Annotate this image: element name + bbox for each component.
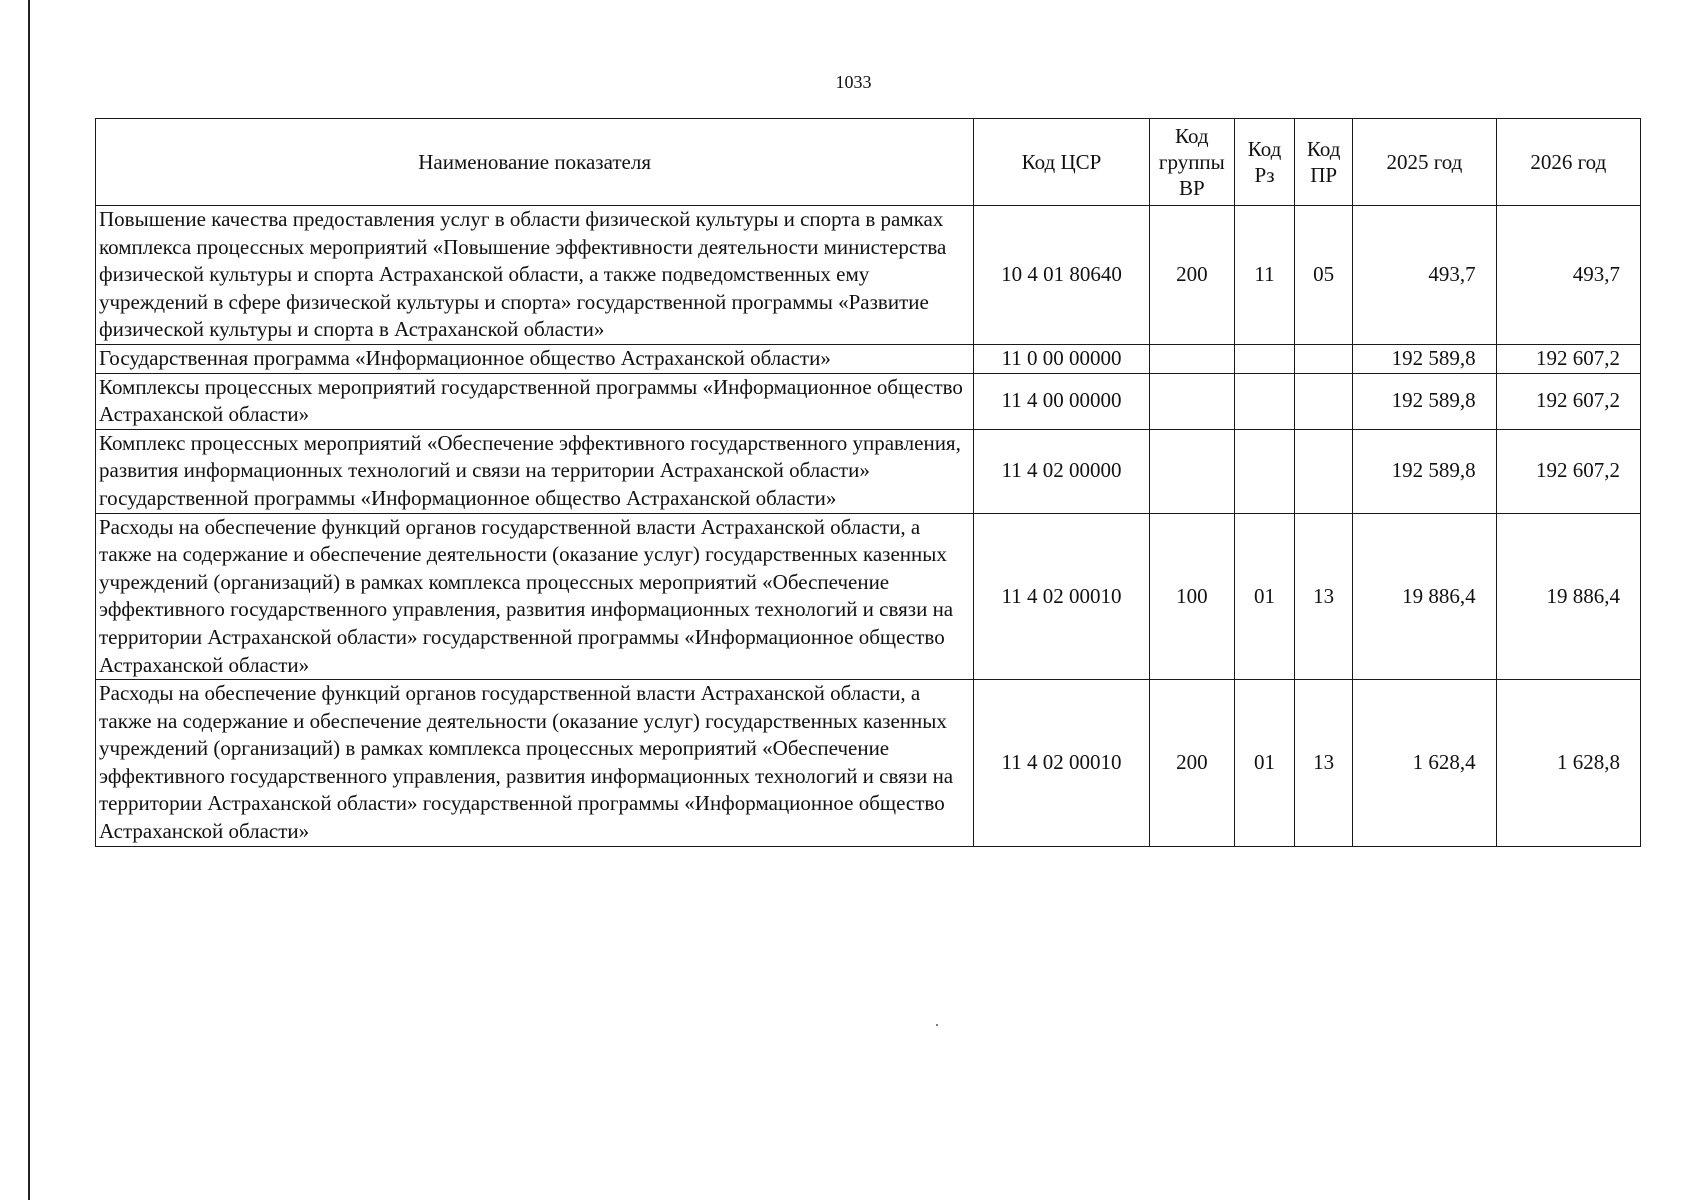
row-2025: 19 886,4 — [1353, 513, 1496, 680]
row-2025: 192 589,8 — [1353, 344, 1496, 373]
row-pr: 13 — [1295, 680, 1353, 847]
row-2026: 192 607,2 — [1496, 373, 1640, 429]
header-2025: 2025 год — [1353, 119, 1496, 206]
header-vr: Код группы ВР — [1149, 119, 1234, 206]
row-csr: 10 4 01 80640 — [974, 206, 1149, 345]
row-rz: 01 — [1234, 680, 1294, 847]
row-vr: 200 — [1149, 680, 1234, 847]
row-vr: 200 — [1149, 206, 1234, 345]
table-row — [96, 513, 1641, 680]
row-rz: 11 — [1234, 206, 1294, 345]
row-name: Повышение качества предоставления услуг в области физической культуры и спорта в рамках комплекса процессных мероприятий «Повышение эффективности деятельности министерства физической культуры и спорта Астраханской области, а также подведомственных ему учреждений в сфере физической культуры и спорта» государственной программы «Развитие физической культуры и спорта в Астраханской области» — [96, 206, 974, 345]
row-vr: 100 — [1149, 513, 1234, 680]
table-row — [96, 680, 1641, 847]
row-name: Государственная программа «Информационное общество Астраханской области» — [96, 344, 974, 373]
table-row — [96, 429, 1641, 513]
header-pr: Код ПР — [1295, 119, 1353, 206]
row-2026: 192 607,2 — [1496, 344, 1640, 373]
row-pr — [1295, 344, 1353, 373]
header-rz: Код Рз — [1234, 119, 1294, 206]
scan-speck — [936, 1024, 938, 1026]
row-2026: 493,7 — [1496, 206, 1640, 345]
row-2025: 192 589,8 — [1353, 373, 1496, 429]
row-vr — [1149, 429, 1234, 513]
row-2025: 1 628,4 — [1353, 680, 1496, 847]
row-2025: 493,7 — [1353, 206, 1496, 345]
row-2026: 19 886,4 — [1496, 513, 1640, 680]
header-csr: Код ЦСР — [974, 119, 1149, 206]
row-csr: 11 0 00 00000 — [974, 344, 1149, 373]
row-pr — [1295, 429, 1353, 513]
budget-table — [95, 118, 1641, 847]
row-name: Комплексы процессных мероприятий государственной программы «Информационное общество Астраханской области» — [96, 373, 974, 429]
table-row — [96, 373, 1641, 429]
row-rz — [1234, 429, 1294, 513]
row-name: Комплекс процессных мероприятий «Обеспечение эффективного государственного управления, развития информационных технологий и связи на территории Астраханской области» государственной программы «Информационное общество Астраханской области» — [96, 429, 974, 513]
row-csr: 11 4 02 00000 — [974, 429, 1149, 513]
row-csr: 11 4 00 00000 — [974, 373, 1149, 429]
row-name: Расходы на обеспечение функций органов государственной власти Астраханской области, а также на содержание и обеспечение деятельности (оказание услуг) государственных казенных учреждений (организаций) в рамках комплекса процессных мероприятий «Обеспечение эффективного государственного управления, развития информационных технологий и связи на территории Астраханской области» государственной программы «Информационное общество Астраханской области» — [96, 513, 974, 680]
row-2025: 192 589,8 — [1353, 429, 1496, 513]
page-binding-line — [28, 0, 30, 1200]
header-name: Наименование показателя — [96, 119, 974, 206]
row-rz — [1234, 373, 1294, 429]
row-rz — [1234, 344, 1294, 373]
row-pr: 13 — [1295, 513, 1353, 680]
row-name: Расходы на обеспечение функций органов государственной власти Астраханской области, а также на содержание и обеспечение деятельности (оказание услуг) государственных казенных учреждений (организаций) в рамках комплекса процессных мероприятий «Обеспечение эффективного государственного управления, развития информационных технологий и связи на территории Астраханской области» государственной программы «Информационное общество Астраханской области» — [96, 680, 974, 847]
row-vr — [1149, 373, 1234, 429]
table-header-row — [96, 119, 1641, 206]
table-row — [96, 206, 1641, 345]
row-csr: 11 4 02 00010 — [974, 680, 1149, 847]
table-row — [96, 344, 1641, 373]
row-pr: 05 — [1295, 206, 1353, 345]
row-rz: 01 — [1234, 513, 1294, 680]
page-number: 1033 — [835, 72, 872, 92]
row-2026: 1 628,8 — [1496, 680, 1640, 847]
row-pr — [1295, 373, 1353, 429]
row-2026: 192 607,2 — [1496, 429, 1640, 513]
row-vr — [1149, 344, 1234, 373]
header-2026: 2026 год — [1496, 119, 1640, 206]
row-csr: 11 4 02 00010 — [974, 513, 1149, 680]
